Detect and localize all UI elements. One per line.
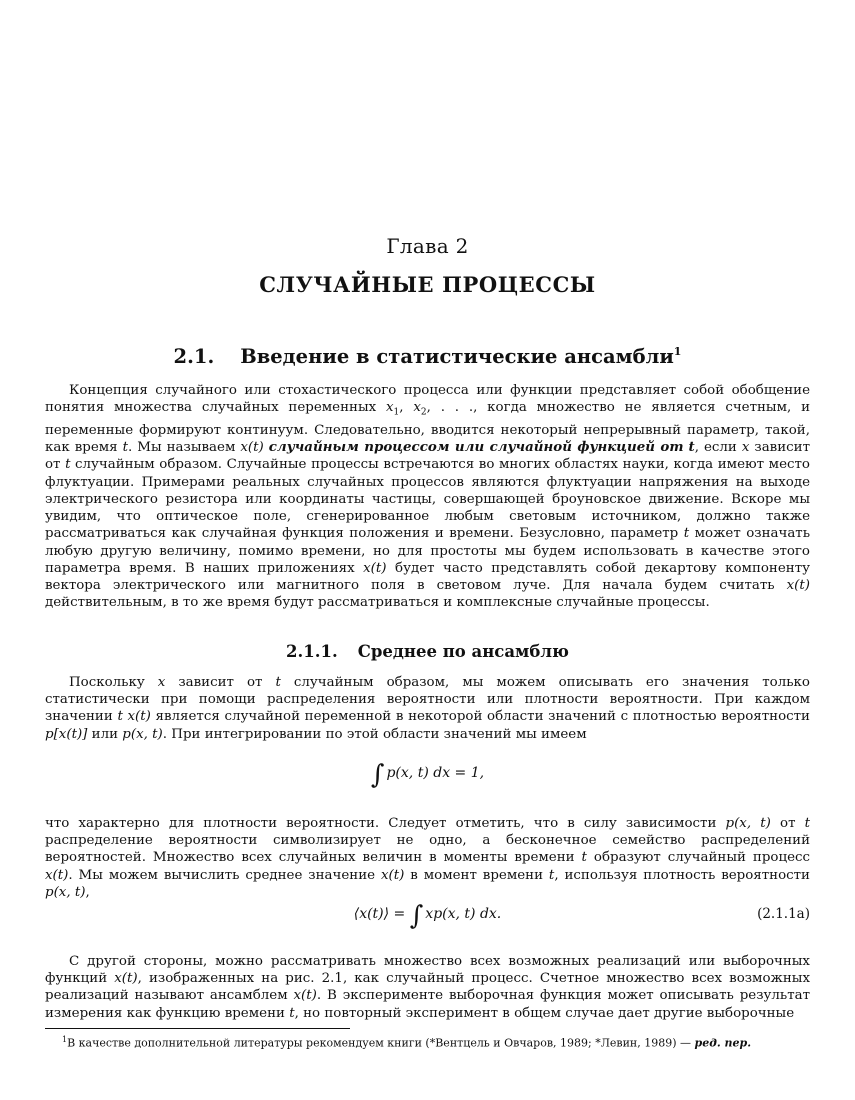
- footnote-reference[interactable]: 1: [673, 345, 682, 358]
- footnote-divider: [45, 1028, 350, 1029]
- equation-normalization: ∫ p(x, t) dx = 1,: [370, 760, 485, 790]
- paragraph: Поскольку x зависит от t случайным образом, мы можем описывать его значения только статистически при помощи распределения вероятности или плотности вероятности. При каждом значении t x(t) является случайной переменной в некоторой области значений с плотностью вероятности p[x(t)] или p(x, t). При интегрировании по этой области значений мы имеем: [45, 675, 810, 742]
- ensemble-paragraph-2: [45, 815, 810, 901]
- chapter-title: СЛУЧАЙНЫЕ ПРОЦЕССЫ: [259, 272, 596, 297]
- equation-number: (2.1.1a): [757, 906, 810, 922]
- intro-paragraph-block: [45, 382, 810, 611]
- emphasized-definition: случайным процессом или случайной функцией от: [268, 439, 684, 456]
- integral-sign: ∫: [409, 901, 424, 931]
- footnote-mark: 1: [62, 1035, 68, 1044]
- paragraph: что характерно для плотности вероятности. Следует отметить, что в силу зависимости p(x, t) от t распределение вероятности символизирует не одно, а бесконечное семейство распределений вероятностей. Множество всех случайных величин в моменты времени t образуют случайный процесс x(t). Мы можем вычислить среднее значение x(t) в момент времени t, используя плотность вероятности p(x, t),: [45, 816, 811, 900]
- paragraph: С другой стороны, можно рассматривать множество всех возможных реализаций или выборочных функций x(t), изображенных на рис. 2.1, как случайный процесс. Счетное множество всех возможных реализаций называют ансамблем x(t). В эксперименте выборочная функция может описывать результат измерения как функцию времени t, но повторный эксперимент в общем случае дает другие выборочные: [45, 954, 810, 1021]
- equation-ensemble-mean: ⟨x(t)⟩ = ∫ xp(x, t) dx. (2.1.1a): [353, 901, 810, 931]
- subsection-heading: [0, 642, 855, 661]
- footnote-text: В качестве дополнительной литературы рекомендуем книги (*Вентцель и Овчаров, 1989; *Левин, 1989): [67, 1036, 677, 1050]
- section-number: 2.1.: [173, 345, 215, 368]
- intro-paragraph: Концепция случайного или стохастического процесса или функции представляет собой обобщение понятия множества случайных переменных $x_1$, $x_2$, . . ., когда множество не является счетным, и переменные формируют континуум. Следовательно, вводится некоторый непрерывный параметр, такой, как время t. Мы называем x(t) случайным процессом или случайной функцией от t, если x зависит от t случайным образом. Случайные процессы встречаются во многих областях науки, когда имеют место флуктуации. Примерами реальных случайных процессов являются флуктуации напряжения на выходе электрического резистора или координаты частицы, совершающей броуновское движение. Вскоре мы увидим, что оптическое поле, сгенерированное любым световым источником, должно также рассматриваться как случайная функция положения и времени. Безусловно, параметр t может означать любую другую величину, помимо времени, но для простоты мы будем использовать в качестве этого параметра время. В наших приложениях x(t) будет часто представлять собой декартову компоненту вектора электрического или магнитного поля в световом луче. Для начала будем считать x(t) действительным, в то же время будут рассматриваться и комплексные случайные процессы.: [45, 383, 811, 611]
- footnote-editor-note: ред. пер.: [694, 1036, 752, 1050]
- subsection-title: Среднее по ансамблю: [357, 642, 569, 661]
- integral-sign: ∫: [370, 760, 385, 790]
- ensemble-paragraph-1: [45, 674, 810, 743]
- subsection-number: 2.1.1.: [286, 642, 338, 661]
- section-title: Введение в статистические ансамбли: [240, 345, 674, 368]
- chapter-label: Глава 2: [386, 234, 469, 258]
- section-heading: [0, 345, 855, 368]
- footnote: $^1$В качестве дополнительной литературы рекомендуем книги (*Вентцель и Овчаров, 1989; *Левин, 1989) — ред. пер.: [62, 1035, 752, 1050]
- ensemble-paragraph-3: [45, 953, 810, 1022]
